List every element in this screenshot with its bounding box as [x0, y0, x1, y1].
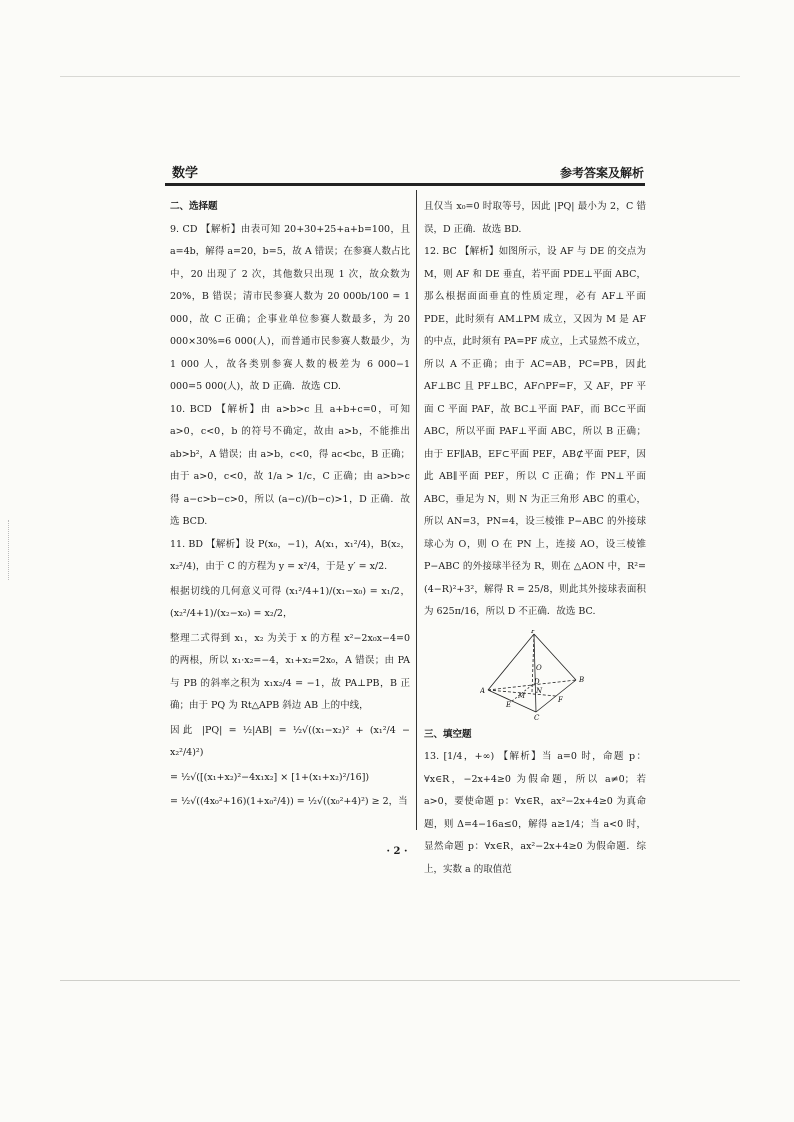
section-heading-fill: 三、填空题: [424, 728, 472, 740]
label-m: M: [518, 691, 526, 700]
answer-11-tangent: 根据切线的几何意义可得 (x₁²/4+1)/(x₁−x₀) = x₁/2，(x₂²/4+1)/(x₂−x₀) = x₂/2，: [170, 585, 410, 619]
answer-13: 13. [1/4，+∞) 【解析】当 a=0 时，命题 p：∀x∈R，−2x+4≥0 为假命题，所以 a≠0；若 a>0，要使命题 p：∀x∈R，ax²−2x+4≥0 为真命题，则 Δ=4−16a≤0，解得 a≥1/4；当 a<0 时，显然命题 p：∀x∈R，ax²−2x+4≥0 为假命题．综上，实数 a 的取值范: [424, 751, 646, 875]
label-n: N: [536, 686, 543, 695]
edge-pb: [534, 634, 576, 680]
label-d: D: [534, 677, 540, 686]
answer-11-formula-3: = ½√((4x₀²+16)(1+x₀²/4)) = ½√((x₀²+4)²) ≥ 2，当: [170, 796, 408, 807]
label-a: A: [480, 686, 486, 695]
label-b: B: [579, 675, 585, 684]
column-divider: [416, 190, 417, 830]
label-e: E: [506, 700, 512, 709]
answer-12: 12. BC 【解析】如图所示，设 AF 与 DE 的交点为 M，则 AF 和 DE 垂直，若平面 PDE⊥平面 ABC，那么根据面面垂直的性质定理，必有 AF⊥平面 PDE，此时须有 AM⊥PM 成立，又因为 M 是 AF 的中点，此时须有 PA=PF 成立，上式显然不成立，所以 A 不正确；由于 AC=AB，PC=PB，因此 AF⊥BC 且 PF⊥BC，AF∩PF=F，又 AF，PF 平面 C 平面 PAF，故 BC⊥平面 PAF，而 BC⊂平面 ABC，所以平面 PAF⊥平面 ABC，所以 B 正确；由于 EF∥AB，EF⊂平面 PEF，AB⊄平面 PEF，因此 AB∥平面 PEF，所以 C 正确；作 PN⊥平面 ABC，垂足为 N，则 N 为正三角形 ABC 的重心，所以 AN=3，PN=4，设三棱锥 P−ABC 的外接球球心为 O，则 O 在 PN 上，连接 AO，设三棱锥 P−ABC 的外接球半径为 R，则在 △AON 中，R²=(4−R)²+3²，解得 R = 25/8，则此其外接球表面积为 625π/16，所以 D 不正确．故选 BC.: [424, 246, 646, 617]
answer-11-formula-1: 因此 |PQ| = ½|AB| = ½√((x₁−x₂)² + (x₁²/4 − x₂²/4)²): [170, 724, 410, 758]
section-heading-choice: 二、选择题: [170, 201, 218, 212]
answer-11: 11. BD 【解析】设 P(x₀，−1)，A(x₁，x₁²/4)，B(x₂，x₂²/4)，由于 C 的方程为 y = x²/4，于是 y′ = x/2.: [170, 538, 410, 572]
subject-title: 数学: [172, 166, 199, 181]
scan-artifact-line: [60, 980, 740, 981]
edge-pc: [534, 634, 536, 712]
answer-11-formula-2: = ½√([(x₁+x₂)²−4x₁x₂] × [1+(x₁+x₂)²/16]): [170, 771, 370, 783]
edge-bc: [536, 680, 576, 712]
left-column: [170, 196, 410, 816]
answer-11-roots: 整理二式得到 x₁，x₂ 为关于 x 的方程 x²−2x₀x−4=0 的两根，所以 x₁·x₂=−4，x₁+x₂=2x₀，A 错误；由 PA 与 PB 的斜率之积为 x₁x₂/4 = −1，故 PA⊥PB，B 正确；由于 PQ 为 Rt△APB 斜边 AB 上的中线，: [170, 632, 410, 711]
page-number: · 2 ·: [386, 846, 408, 857]
tetrahedron-figure: [480, 630, 590, 720]
label-c: C: [534, 713, 540, 720]
binding-margin-mark: [8, 520, 15, 580]
section-title: 参考答案及解析: [559, 166, 644, 180]
label-o: O: [536, 663, 542, 672]
header-rule: [165, 183, 645, 186]
answer-9: 9. CD 【解析】由表可知 20+30+25+a+b=100，且 a=4b，解得 a=20，b=5，故 A 错误；在参赛人数占比中，20 出现了 2 次，其他数只出现 1 次，故众数为 20%，B 错误；清市民参赛人数为 20 000b/100 = 1 000，故 C 正确；企事业单位参赛人数最多，为 20 000×30%=6 000(人)，而普通市民参赛人数最少，为 1 000 人，故各类别参赛人数的极差为 6 000−1 000=5 000(人)，故 D 正确．故选 CD.: [170, 223, 410, 392]
right-column: [424, 196, 646, 881]
edge-pa: [488, 634, 534, 690]
answer-10: 10. BCD 【解析】由 a>b>c 且 a+b+c=0，可知 a>0，c<0，b 的符号不确定，故由 a>b，不能推出 ab>b²，A 错误；由 a>b，c<0，得 ac<bc，B 正确；由于 a>0，c<0，故 1/a > 1/c，C 正确；由 a>b>c 得 a−c>b−c>0，所以 (a−c)/(b−c)>1，D 正确．故选 BCD.: [170, 403, 410, 527]
tetrahedron-diagram: [480, 630, 590, 720]
answer-11-end: 且仅当 x₀=0 时取等号，因此 |PQ| 最小为 2，C 错误，D 正确．故选 BD.: [424, 201, 646, 235]
label-f: F: [558, 695, 563, 704]
label-p: P: [531, 629, 536, 635]
scan-artifact-line: [60, 76, 740, 77]
